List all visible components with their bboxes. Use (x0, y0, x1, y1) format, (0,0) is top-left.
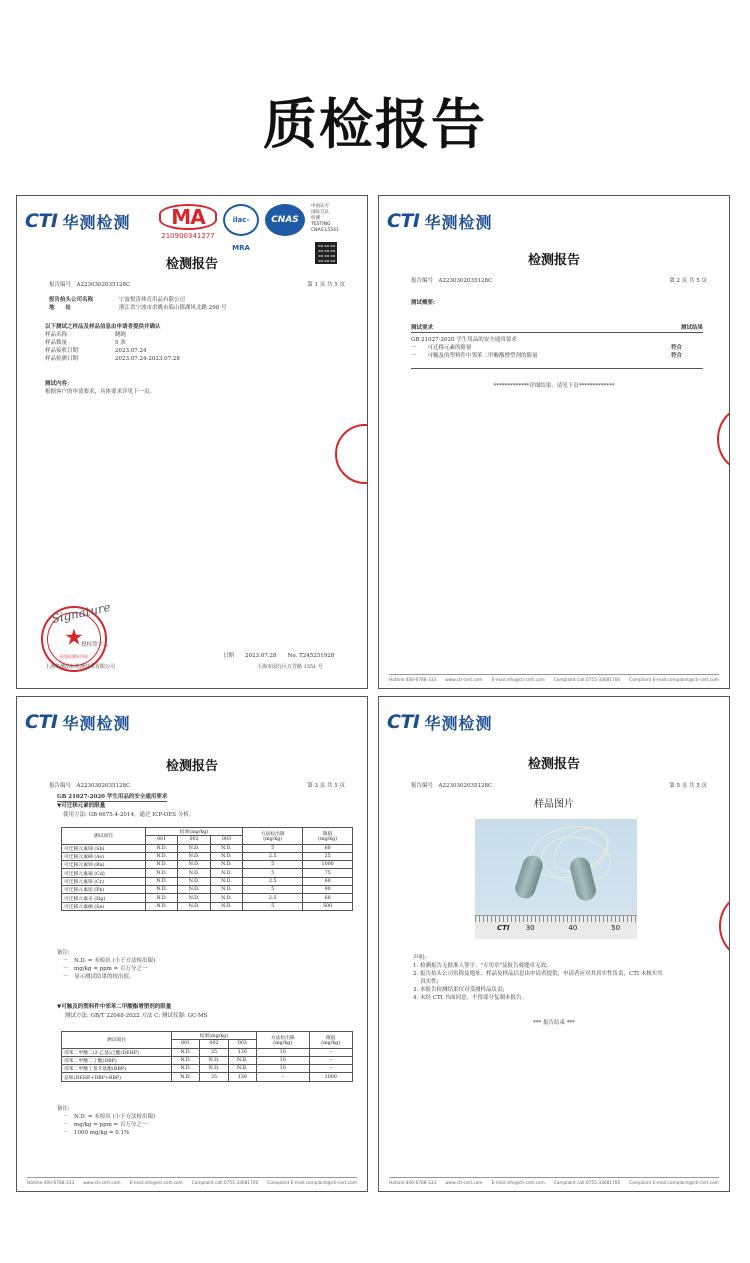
section1-title: ▼可迁移元素的限量 (57, 803, 106, 809)
phthalates-table: 测试项目 结果(mg/kg) 方法检出限 (mg/kg) 限值 (mg/kg) 001 002 003 邻苯二甲酸二(2-乙基)己酯(DEHP) N.D. 35 130 10 -- 邻苯二甲酸二丁酯(DBP) N.D. N.D. N.D. 10 -- 邻苯二甲酸丁基苄基酯(BBP) N.D. N.D. N.D. 10 -- 总和(DEHP+DBP+BBP) N.D. 35 130 -- 1000 (61, 1031, 353, 1082)
address-footer: 上海市闵行区万芳路 1351 号 (257, 664, 323, 670)
ilac-mra-logo: ilac-MRA (223, 204, 259, 236)
edge-seal-stamp (719, 893, 730, 959)
cti-brand: CTI (25, 711, 58, 733)
report-meta: 报告编号 A2230302035128C 第 3 页 共 5 页 (49, 783, 345, 789)
page-title: 质检报告 (263, 93, 487, 156)
report-heading: 检测报告 (165, 759, 218, 774)
table-row: 邻苯二甲酸丁基苄基酯(BBP) N.D. N.D. N.D. 10 -- (62, 1065, 353, 1073)
table-row: 邻苯二甲酸二丁酯(DBP) N.D. N.D. N.D. 10 -- (62, 1056, 353, 1064)
page-footer: Hotline:400-6788-333 www.cti-cert.com E-mail:info@cti-cert.com Complaint call:0755-33681700 Complaint E-mail:complaint@cti-cert.com (27, 1177, 357, 1186)
section1-method: 使用方法: GB 6675.4-2014，通过 ICP-OES 分析。 (63, 812, 195, 818)
report-heading: 检测报告 (527, 253, 580, 268)
cma-logo: MA 210900341277 (159, 204, 217, 242)
cti-brand: CTI (387, 210, 420, 232)
red-seal-stamp: ★ 检验检测专用章 (41, 606, 107, 672)
sample-info: 以下测试之样品及样品信息由申请者提供并确认 样品名称 跳绳 样品数量 5 条 样品接收日期 2023.07.24 样品检测日期 2023.07.24-2023.07.28 (45, 324, 180, 362)
page-number: 第 2 页 共 5 页 (669, 278, 707, 284)
table-row: 可迁移元素钡 (Ba) N.D. N.D. N.D. 5 1000 (62, 861, 353, 869)
cti-brand: CTI (387, 711, 420, 733)
sample-photo (475, 819, 637, 939)
cti-name: 华测检测 (62, 212, 131, 232)
page-number: 第 1 页 共 5 页 (307, 282, 345, 288)
report-heading: 检测报告 (527, 757, 580, 772)
page-footer: Hotline:400-6788-333 www.cti-cert.com E-mail:info@cti-cert.com Complaint call:0755-33681700 Complaint E-mail:complaint@cti-cert.com (389, 674, 719, 683)
table-row: 可迁移元素汞 (Hg) N.D. N.D. N.D. 2.5 60 (62, 894, 353, 902)
ruler: CTI 30 40 50 (475, 915, 637, 939)
report-page-1 (16, 195, 368, 689)
cti-logo (25, 210, 131, 232)
cert-logos (159, 204, 351, 252)
page-footer: Hotline:400-6788-333 www.cti-cert.com E-mail:info@cti-cert.com Complaint call:0755-33681700 Complaint E-mail:complaint@cti-cert.com (389, 1177, 719, 1186)
table-row: 可迁移元素铬 (Cr) N.D. N.D. N.D. 2.5 60 (62, 877, 353, 885)
cnas-logo: CNAS (265, 204, 305, 236)
section2-method: 测试方法: GB/T 22048-2022 方法 C; 测试仪器: GC-MS (65, 1013, 208, 1019)
see-below-note: *************详细结果，请见下页************* (493, 383, 615, 389)
standard-title: GB 21027-2020 学生用品的安全通用要求 (57, 794, 168, 800)
cti-logo (25, 711, 131, 733)
table-row: 可迁移元素镉 (Cd) N.D. N.D. N.D. 5 75 (62, 869, 353, 877)
report-end: *** 报告结束 *** (533, 1020, 575, 1026)
cti-name: 华测检测 (424, 212, 493, 232)
cnas-text: 中国认可 国际互认 检测 TESTING CNAS L5541 (311, 204, 339, 233)
report-meta: 报告编号 A2230302035128C 第 2 页 共 5 页 (411, 278, 707, 284)
cma-number: 210900341277 (161, 232, 215, 240)
report-meta: 报告编号 A2230302035128C 第 1 页 共 5 页 (49, 282, 345, 288)
report-page-2 (378, 195, 730, 689)
sig-label: 授权签字人 (81, 642, 109, 648)
signature: Signature (50, 599, 112, 627)
edge-seal-stamp (335, 424, 368, 484)
cti-name: 华测检测 (62, 713, 131, 733)
summary-label: 测试概要: (411, 300, 436, 306)
notes1: 备注: － N.D. = 未检出 (小于方法检出限) － mg/kg = ppm = 百万分之一 － 显示测试结果的较出值。 (57, 950, 156, 980)
cti-logo (387, 210, 493, 232)
company-footer: 上海华测品标检测技术有限公司 (45, 664, 116, 670)
report-page-5 (378, 696, 730, 1192)
cti-logo (387, 711, 493, 733)
table-row: 可迁移元素砷 (As) N.D. N.D. N.D. 2.5 25 (62, 852, 353, 860)
elements-table: 测试项目 结果(mg/kg) 方法检出限 (mg/kg) 限值 (mg/kg) 001 002 003 可迁移元素锑 (Sb) N.D. N.D. N.D. 5 60 可迁移元素砷 (As) N.D. N.D. N.D. 2.5 25 可迁移元素钡 (Ba) N.D. N.D. N.D. 5 1000 可迁移元素镉 (Cd) N.D. N.D. N.D. 5 75 可迁移元素铬 (Cr) N.D. N.D. N.D. 2.5 60 可迁移元素铅 (Pb) N.D. N.D. N.D. 5 90 可迁移元素汞 (Hg) N.D. N.D. N.D. 2.5 60 可迁移元素硒 (Se) N.D. N.D. N.D. 5 500 (61, 827, 353, 911)
photo-title: 样品图片 (534, 799, 574, 810)
page-number: 第 5 页 共 5 页 (669, 783, 707, 789)
table-row: 可迁移元素锑 (Sb) N.D. N.D. N.D. 5 60 (62, 844, 353, 852)
table-row: 可迁移元素铅 (Pb) N.D. N.D. N.D. 5 90 (62, 886, 353, 894)
summary-header: 测试要求 测试结果 (411, 325, 703, 331)
report-meta: 报告编号 A2230302035128C 第 5 页 共 5 页 (411, 783, 707, 789)
summary-list: GB 21027-2020 学生用品的安全通用要求 － 可迁移元素的限量 符合 － 可触及的塑料件中邻苯二甲酸酯增塑剂的限量 符合 (411, 337, 683, 359)
table-row: 邻苯二甲酸二(2-乙基)己酯(DEHP) N.D. 35 130 10 -- (62, 1048, 353, 1056)
page-number: 第 3 页 共 5 页 (307, 783, 345, 789)
table-row: 可迁移元素硒 (Se) N.D. N.D. N.D. 5 500 (62, 902, 353, 910)
test-content: 测试内容： 根据客户的申请要求，具体要求详见下一页。 (45, 381, 156, 395)
section2-title: ▼可触及的塑料件中邻苯二甲酸酯增塑剂的限量 (57, 1004, 172, 1010)
edge-seal-stamp (717, 406, 730, 472)
report-page-3 (16, 696, 368, 1192)
table-row: 总和(DEHP+DBP+BBP) N.D. 35 130 -- 1000 (62, 1073, 353, 1081)
notes2: 备注: － N.D. = 未检出 (小于方法检出限) － mg/kg = ppm = 百万分之一 － 1000 mg/kg = 0.1% (57, 1106, 156, 1136)
cti-name: 华测检测 (424, 713, 493, 733)
report-heading: 检测报告 (165, 257, 218, 272)
report-date: 日期 2023.07.28 No. T245251928 (223, 653, 335, 659)
statement: 声明: 1. 检测报告无批准人签字、"专用章"及报告骑缝章无效; 2. 报告抬头公司名称及地址、样品及样品信息由申请者提供，申请者应对其真实性负责，CTI 未核实其 真实性; 3. 本报告检测结果仅对受测样品负责; 4. 未经 CTI 书面同意，不得部分复制本报告。 (413, 955, 663, 1001)
cti-brand: CTI (25, 210, 58, 232)
applicant-block: 报告抬头公司名称 宁波悦涛体育用品有限公司 地 址 浙江省宁波市余姚市临山镇湖风北路 298 号 (49, 297, 227, 311)
